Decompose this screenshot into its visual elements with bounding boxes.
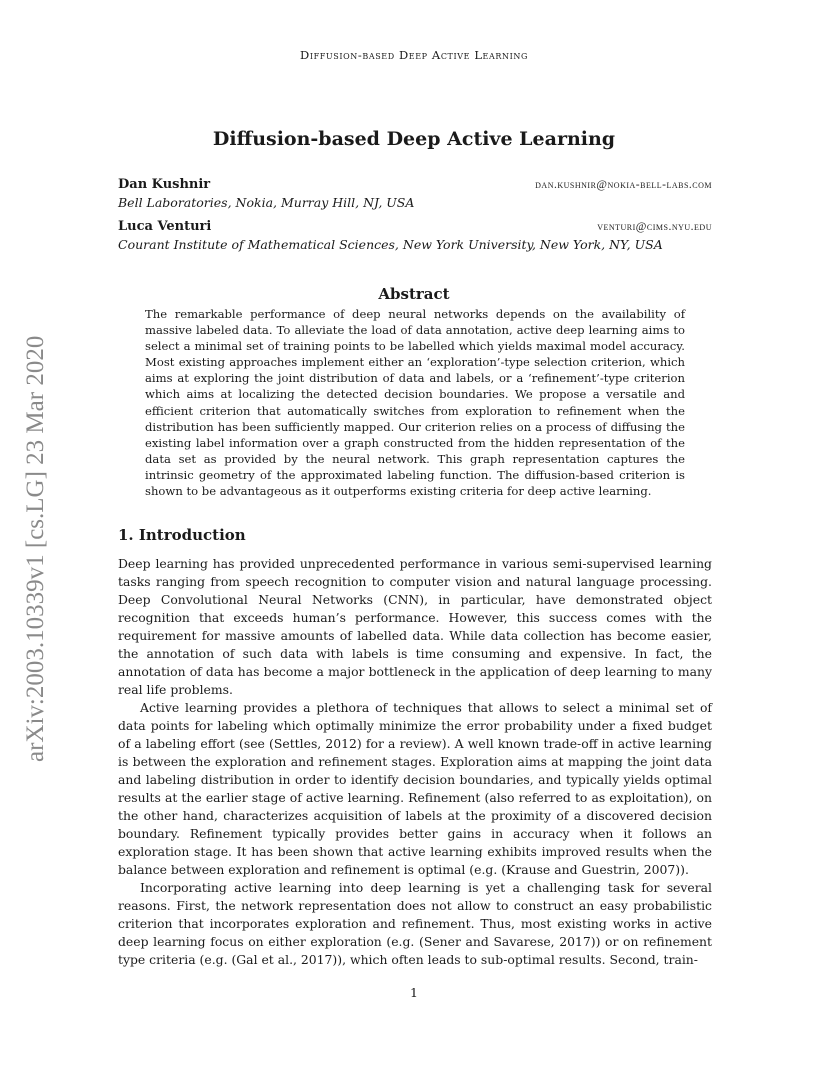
body-paragraph: Deep learning has provided unprecedented performance in various semi-supervised learning tasks ranging from speech recognition to computer vision and natural language processing. Deep Convolutional Neural Networks (CNN), in particular, have demonstrated object recognition that exceeds human’s performance. However, this success comes with the requirement for massive amounts of labelled data. While data collection has become easier, the annotation of such data with labels is time consuming and expensive. In fact, the annotation of data has become a major bottleneck in the application of deep learning to many real life problems.: [118, 556, 712, 697]
author-name: Dan Kushnir: [118, 177, 211, 192]
author-email[interactable]: venturi@cims.nyu.edu: [597, 221, 712, 233]
abstract-heading: Abstract: [378, 285, 450, 303]
arxiv-identifier-stamp: arXiv:2003.10339v1 [cs.LG] 23 Mar 2020: [22, 335, 49, 762]
author-block-1: [118, 176, 712, 212]
section-body: [118, 555, 712, 969]
author-name: Luca Venturi: [118, 219, 212, 234]
body-paragraph: Active learning provides a plethora of techniques that allows to select a minimal set of data points for labeling which optimally minimize the error probability under a fixed budget of a labeling effort (see (Settles, 2012) for a review). A well known trade-off in active learning is between the exploration and refinement stages. Exploration aims at mapping the joint data and labeling distribution in order to identify decision boundaries, and typically yields optimal results at the earlier stage of active learning. Refinement (also referred to as exploitation), on the other hand, characterizes acquisition of labels at the proximity of a discovered decision boundary. Refinement typically provides better gains in accuracy when it follows an exploration stage. It has been shown that active learning exhibits improved results when the balance between exploration and refinement is optimal (e.g. (Krause and Guestrin, 2007)).: [118, 700, 712, 877]
author-block-2: [118, 218, 712, 254]
author-email[interactable]: dan.kushnir@nokia-bell-labs.com: [535, 179, 712, 191]
author-affiliation: Bell Laboratories, Nokia, Murray Hill, NJ, USA: [118, 195, 415, 210]
section-heading: 1. Introduction: [118, 526, 246, 544]
body-paragraph: Incorporating active learning into deep learning is yet a challenging task for several reasons. First, the network representation does not allow to construct an easy probabilistic criterion that incorporates exploration and refinement. Thus, most existing works in active deep learning focus on either exploration (e.g. (Sener and Savarese, 2017)) or on refinement type criteria (e.g. (Gal et al., 2017)), which often leads to sub-optimal results. Second, train-: [118, 880, 712, 967]
paper-title: Diffusion-based Deep Active Learning: [212, 128, 616, 150]
author-affiliation: Courant Institute of Mathematical Sciences, New York University, New York, NY, USA: [118, 237, 663, 252]
page-number: 1: [410, 985, 418, 1000]
abstract-text: The remarkable performance of deep neural networks depends on the availability of massive labeled data. To alleviate the load of data annotation, active deep learning aims to select a minimal set of training points to be labelled which yields maximal model accuracy. Most existing approaches implement either an ‘exploration’-type selection criterion, which aims at exploring the joint distribution of data and labels, or a ‘refinement’-type criterion which aims at localizing the detected decision boundaries. We propose a versatile and efficient criterion that automatically switches from exploration to refinement when the distribution has been sufficiently mapped. Our criterion relies on a process of diffusing the existing label information over a graph constructed from the hidden representation of the data set as provided by the neural network. This graph representation captures the intrinsic geometry of the approximated labeling function. The diffusion-based criterion is shown to be advantageous as it outperforms existing criteria for deep active learning.: [145, 307, 685, 499]
running-header: Diffusion-based Deep Active Learning: [300, 48, 528, 62]
